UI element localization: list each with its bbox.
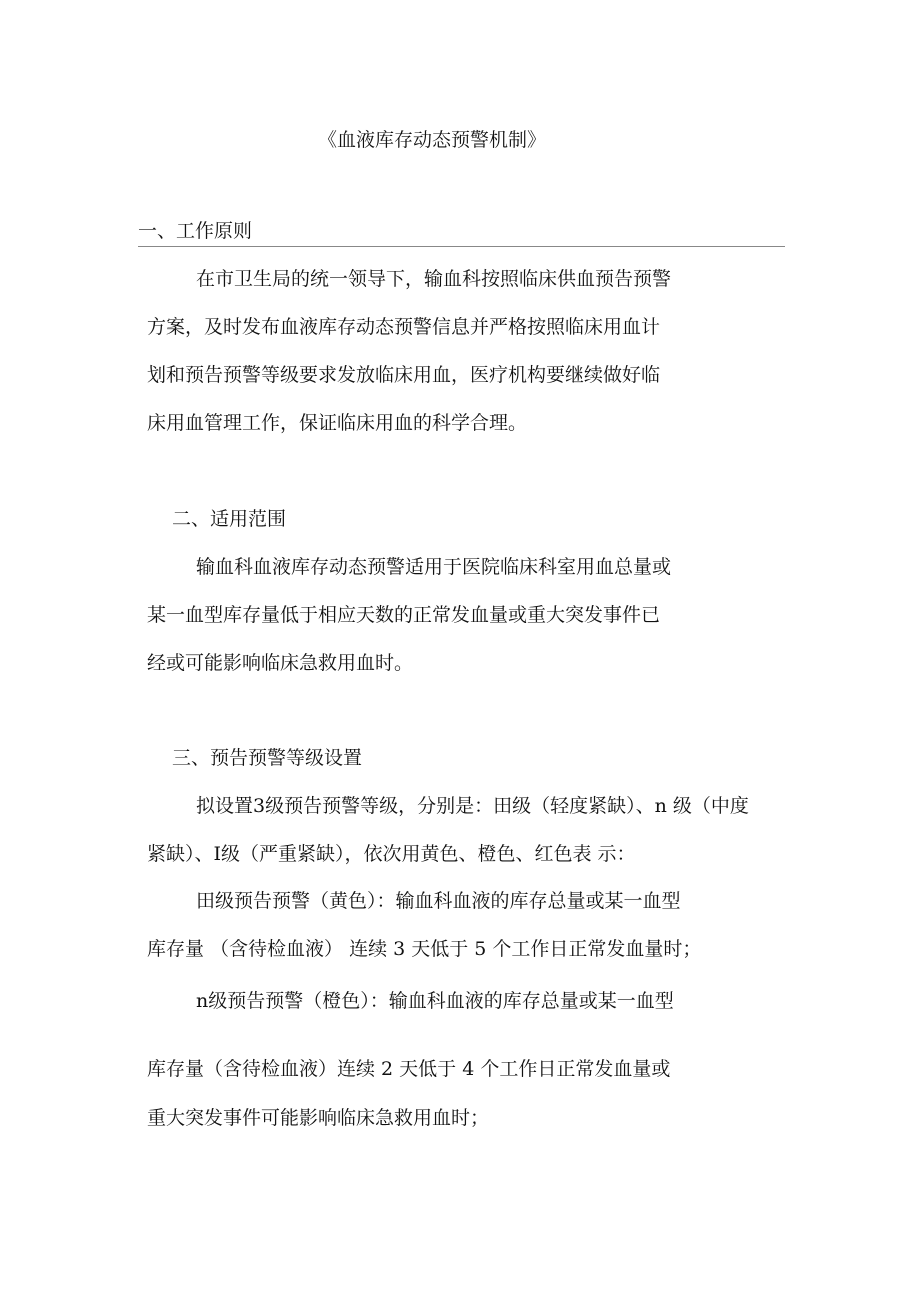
- heading-underline: [138, 246, 785, 247]
- section-1-paragraph-line: 方案，及时发布血液库存动态预警信息并严格按照临床用血计: [147, 316, 661, 338]
- section-2-paragraph-line: 某一血型库存量低于相应天数的正常发血量或重大突发事件已: [147, 604, 661, 626]
- section-3-paragraph-line: 重大突发事件可能影响临床急救用血时；: [147, 1107, 490, 1129]
- section-1-paragraph-line: 划和预告预警等级要求发放临床用血，医疗机构要继续做好临: [147, 364, 661, 386]
- section-1-heading: 一、工作原则: [138, 220, 253, 242]
- document-title: 《血液库存动态预警机制》: [318, 129, 547, 151]
- section-3-paragraph-line: 库存量 （含待检血液） 连续 3 天低于 5 个工作日正常发血量时；: [147, 938, 702, 960]
- section-1-paragraph-line: 床用血管理工作，保证临床用血的科学合理。: [147, 412, 528, 434]
- section-3-paragraph-line: n级预告预警（橙色）：输血科血液的库存总量或某一血型: [196, 990, 674, 1012]
- section-2-paragraph-line: 输血科血液库存动态预警适用于医院临床科室用血总量或: [196, 556, 672, 578]
- section-2-paragraph-line: 经或可能影响临床急救用血时。: [147, 652, 414, 674]
- section-3-paragraph-line: 紧缺）、I级（严重紧缺），依次用黄色、橙色、红色表 示：: [147, 843, 636, 865]
- section-1-paragraph-line: 在市卫生局的统一领导下，输血科按照临床供血预告预警: [196, 268, 672, 290]
- section-3-paragraph-line: 田级预告预警（黄色）：输血科血液的库存总量或某一血型: [196, 890, 681, 912]
- section-2-heading: 二、适用范围: [172, 508, 287, 530]
- section-3-heading: 三、预告预警等级设置: [172, 747, 363, 769]
- section-3-paragraph-line: 库存量（含待检血液）连续 2 天低于 4 个工作日正常发血量或: [147, 1058, 671, 1080]
- section-3-paragraph-line: 拟设置3级预告预警等级，分别是：田级（轻度紧缺）、n 级（中度: [196, 795, 749, 817]
